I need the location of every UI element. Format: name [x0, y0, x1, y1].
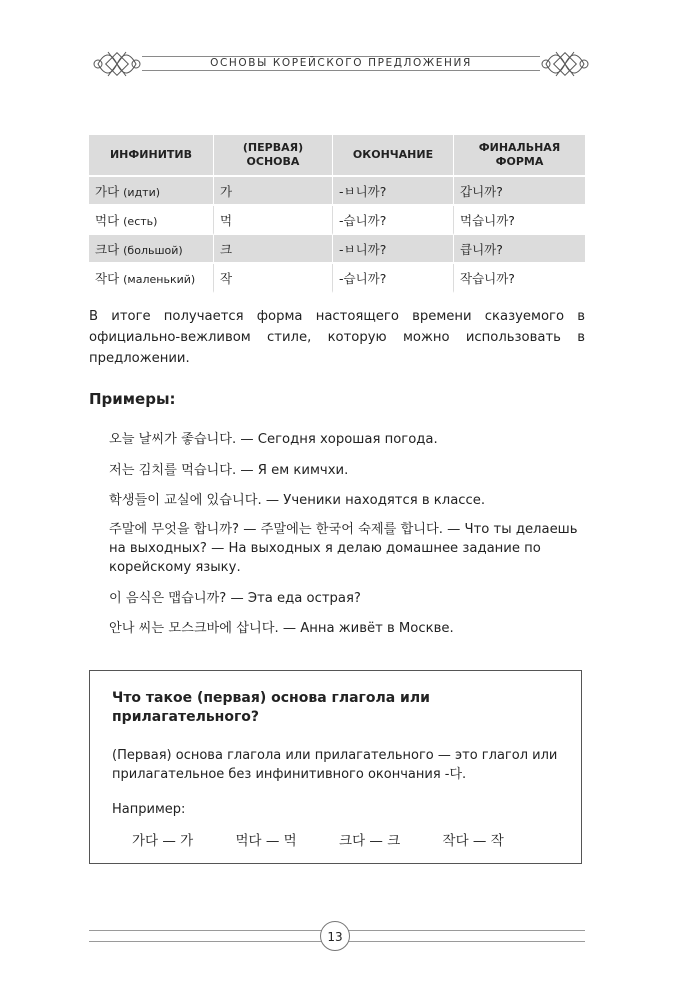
example-translation: — Анна живёт в Москве.: [278, 621, 454, 636]
infinitive-gloss: (маленький): [123, 272, 196, 286]
column-header: (ПЕРВАЯ) ОСНОВА: [214, 135, 333, 177]
infinitive-korean: 먹다: [95, 212, 120, 228]
example-korean: 주말에 무엇을 합니까? — 주말에는 한국어 숙제를 합니다.: [109, 522, 443, 537]
stem-cell: 크: [214, 235, 333, 264]
celtic-knot-icon: [90, 42, 144, 86]
example-korean: 학생들이 교실에 있습니다.: [109, 493, 262, 508]
stem-cell: 가: [214, 177, 333, 206]
infinitive-gloss: (идти): [123, 185, 161, 199]
infinitive-cell: [89, 264, 214, 293]
example-translation: — Эта еда острая?: [226, 591, 361, 606]
table-row: [89, 264, 585, 293]
column-header: ФИНАЛЬНАЯ ФОРМА: [454, 135, 585, 177]
final-form-cell: 큽니까?: [454, 235, 585, 264]
example-sentence: [109, 589, 587, 608]
example-korean: 오늘 날씨가 좋습니다.: [109, 432, 237, 447]
example-korean: 이 음식은 맵습니까?: [109, 591, 227, 606]
example-sentence: [109, 520, 587, 577]
example-sentence: [109, 430, 587, 449]
table-row: [89, 235, 585, 264]
example-sentence: [109, 491, 587, 510]
final-form-cell: 갑니까?: [454, 177, 585, 206]
info-box-title: Что такое (первая) основа глагола или прилагательного?: [112, 690, 430, 725]
stem-cell: 먹: [214, 206, 333, 235]
examples-heading: Примеры:: [89, 390, 176, 408]
stem-pair: 크다 — 크: [339, 833, 401, 849]
table-row: [89, 177, 585, 206]
running-header: [0, 40, 682, 90]
example-translation: — Что ты делаешь на выходных? — На выходных я делаю домашнее задание по корейскому языку.: [109, 522, 578, 575]
example-korean: 안나 씨는 모스크바에 삽니다.: [109, 621, 279, 636]
infinitive-korean: 가다: [95, 183, 120, 199]
infinitive-cell: [89, 235, 214, 264]
infinitive-cell: [89, 206, 214, 235]
table-header-row: [89, 135, 585, 177]
example-label: Например:: [112, 802, 186, 817]
ending-cell: -습니까?: [333, 206, 454, 235]
final-form-cell: 작습니까?: [454, 264, 585, 293]
conjugation-table: [89, 135, 585, 293]
example-sentence: [109, 461, 587, 480]
stem-pair: 먹다 — 먹: [235, 833, 297, 849]
stem-pair: 작다 — 작: [442, 833, 504, 849]
ending-cell: -ㅂ니까?: [333, 177, 454, 206]
info-box-text: (Первая) основа глагола или прилагательного — это глагол или прилагательное без инфинитивного окончания -다.: [112, 748, 558, 782]
infinitive-korean: 크다: [95, 241, 120, 257]
stem-pair: 가다 — 가: [132, 833, 194, 849]
example-korean: 저는 김치를 먹습니다.: [109, 463, 237, 478]
example-translation: — Ученики находятся в классе.: [261, 493, 486, 508]
ending-cell: -ㅂ니까?: [333, 235, 454, 264]
example-sentence: [109, 619, 587, 638]
example-translation: — Сегодня хорошая погода.: [236, 432, 438, 447]
final-form-cell: 먹습니까?: [454, 206, 585, 235]
column-header: ИНФИНИТИВ: [89, 135, 214, 177]
page-number: 13: [320, 921, 350, 951]
column-header: ОКОНЧАНИЕ: [333, 135, 454, 177]
ending-cell: -습니까?: [333, 264, 454, 293]
celtic-knot-icon: [538, 42, 592, 86]
example-translation: — Я ем кимчхи.: [236, 463, 349, 478]
table-row: [89, 206, 585, 235]
infinitive-gloss: (большой): [123, 243, 183, 257]
stem-cell: 작: [214, 264, 333, 293]
info-box: [89, 670, 582, 864]
infinitive-cell: [89, 177, 214, 206]
running-title: ОСНОВЫ КОРЕЙСКОГО ПРЕДЛОЖЕНИЯ: [210, 57, 472, 69]
infinitive-gloss: (есть): [123, 214, 158, 228]
infinitive-korean: 작다: [95, 270, 120, 286]
stem-examples: [132, 829, 542, 849]
summary-paragraph: В итоге получается форма настоящего времени сказуемого в официально-вежливом стиле, которую можно использовать в предложении.: [89, 309, 585, 366]
